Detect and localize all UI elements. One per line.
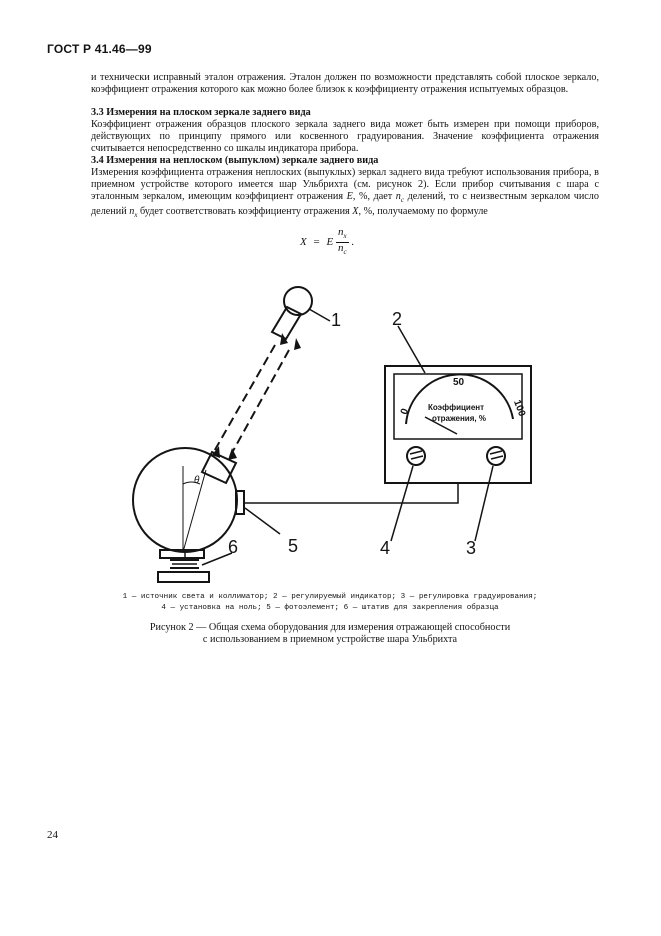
- label-4: 4: [380, 538, 391, 558]
- light-source: [284, 287, 312, 315]
- legend-line-2: 4 — установка на ноль; 5 — фотоэлемент; 6 — штатив для закрепления образца: [161, 604, 499, 612]
- caption-line-2: с использованием в приемном устройстве шара Ульбрихта: [202, 634, 458, 645]
- legend-line-1: 1 — источник света и коллиматор; 2 — регулируемый индикатор; 3 — регулировка градуирования;: [122, 593, 538, 601]
- label-1: 1: [331, 310, 342, 330]
- section-3-4-heading: 3.4 Измерения на неплоском (выпуклом) зеркале заднего вида: [91, 155, 379, 166]
- document-header: ГОСТ Р 41.46—99: [47, 42, 152, 56]
- gauge-title-2: отражения, %: [432, 414, 486, 423]
- label-3: 3: [466, 538, 477, 558]
- gauge-title: Коэффициент: [428, 403, 485, 412]
- label-6: 6: [228, 537, 239, 557]
- collimator: [272, 307, 301, 339]
- page-number: 24: [47, 829, 58, 841]
- theta-label: θ: [194, 475, 200, 486]
- scale-100: 100: [511, 398, 528, 418]
- paragraph-text: Коэффициент отражения образцов плоского зеркала заднего вида может быть измерен при помощи приборов, действующих по принципу прямого или косвенного градуирования. Значение коэффициента отражения считывается непосредственно со шкалы индикатора прибора.: [91, 119, 599, 154]
- scale-0: 0: [398, 407, 412, 417]
- paragraph-text: Измерения коэффициента отражения неплоских (выпуклых) зеркал заднего вида требуют использования прибора, в приемном устройстве которого имеется шар Ульбрихта (см. рисунок 2). Если прибор считывания с шара с эталонным зеркалом, имеющим коэффициент отражения E, %, дает $n_c$ делений, то с неизвестным зеркалом число делений $n_x$ будет соответствовать коэффициенту отражения X, %, получаемому по формуле: [91, 167, 599, 220]
- figure-caption: [100, 622, 560, 646]
- scale-50: 50: [453, 377, 465, 388]
- section-3-3-heading: 3.3 Измерения на плоском зеркале заднего вида: [91, 107, 311, 118]
- label-2: 2: [392, 309, 403, 329]
- formula: X = E $\frac{n_x}{n_c}$ .: [300, 226, 355, 257]
- ulbricht-sphere: [133, 448, 237, 552]
- label-5: 5: [288, 536, 299, 556]
- paragraph-text: и технически исправный эталон отражения. Эталон должен по возможности представлять собой плоское зеркало, коэффициент отражения которого как можно более близок к коэффициенту отражения испытуемых образцов.: [91, 72, 599, 95]
- caption-line-1: Рисунок 2 — Общая схема оборудования для измерения отражающей способности: [149, 622, 511, 633]
- figure-legend: [100, 592, 560, 614]
